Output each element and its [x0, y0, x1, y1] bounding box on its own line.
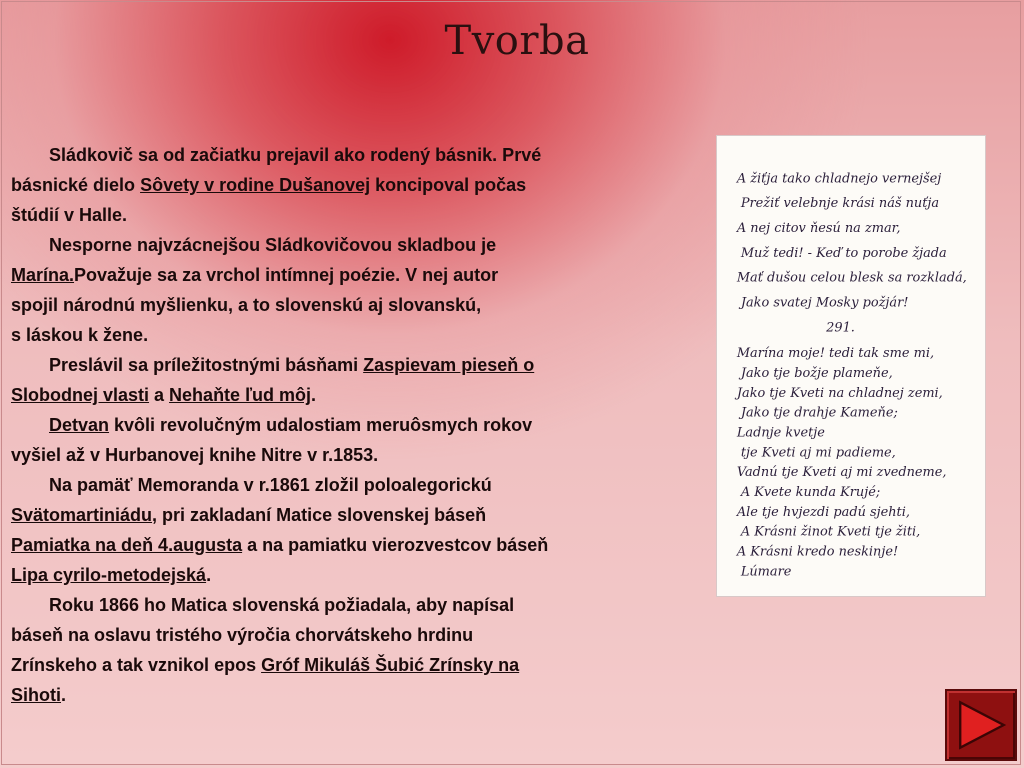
manuscript-line: Ladnje kvetje — [736, 425, 825, 441]
text: štúdií v Halle. — [11, 205, 128, 225]
text: . — [311, 385, 317, 405]
paragraph-6 — [11, 590, 701, 620]
text: s láskou k žene. — [11, 325, 149, 345]
link-zaspievam[interactable]: Zaspievam pieseň o — [363, 355, 535, 375]
link-nehante[interactable]: Nehaňte ľud môj — [169, 385, 311, 405]
text: . — [206, 565, 212, 585]
manuscript-line: Prežiť velebnje krási náš nuťja — [740, 196, 940, 212]
link-detvan[interactable]: Detvan — [49, 415, 110, 435]
manuscript-line: Marína moje! tedi tak sme mi, — [736, 346, 935, 362]
manuscript-page-number: 291. — [826, 320, 855, 336]
text: Na pamäť Memoranda v r.1861 zložil poloalegorickú — [49, 475, 492, 495]
manuscript-line: Jako tje božje plameňe, — [740, 365, 893, 381]
manuscript-line: A Krásni žinot Kveti tje žiti, — [740, 524, 921, 540]
manuscript-line: A Krásni kredo neskinje! — [736, 544, 899, 560]
text: a na pamiatku vierozvestcov báseň — [242, 535, 549, 555]
manuscript-svg — [717, 136, 985, 596]
link-zrinsky[interactable]: Gróf Mikuláš Šubić Zrínsky na — [261, 655, 520, 675]
text: koncipoval počas — [370, 175, 527, 195]
manuscript-bottom-stanza — [734, 346, 947, 579]
text: Roku 1866 ho Matica slovenská požiadala, aby napísal — [49, 595, 515, 615]
link-sovety[interactable]: Sôvety v rodine Dušanovej — [140, 175, 371, 195]
manuscript-line: Vadnú tje Kveti aj mi zvedneme, — [736, 465, 947, 481]
text: Sládkovič sa od začiatku prejavil ako rodený básnik. Prvé — [49, 145, 542, 165]
manuscript-line: tje Kveti aj mi padieme, — [740, 445, 896, 461]
manuscript-line: Jako svatej Mosky požjár! — [740, 295, 909, 311]
text: kvôli revolučným udalostiam meruôsmych rokov — [109, 415, 533, 435]
text: , pri zakladaní Matice slovenskej báseň — [152, 505, 487, 525]
paragraph-1 — [11, 140, 701, 170]
text: básnické dielo — [11, 175, 141, 195]
slide-title: Tvorba — [444, 18, 590, 64]
link-lipa[interactable]: Lipa cyrilo-metodejská — [11, 565, 207, 585]
paragraph-2 — [11, 230, 701, 260]
manuscript-line: Lúmare — [740, 564, 792, 580]
manuscript-line: A Kvete kunda Krujé; — [740, 485, 881, 501]
text: Považuje sa za vrchol intímnej poézie. V nej autor — [74, 265, 499, 285]
manuscript-line: Mať dušou celou blesk sa rozkladá, — [736, 270, 967, 286]
text: Nesporne najvzácnejšou Sládkovičovou skladbou je — [49, 235, 497, 255]
manuscript-line: A nej citov ňesú na zmar, — [736, 221, 901, 236]
link-zrinsky-cont[interactable]: Sihoti — [11, 685, 61, 705]
manuscript-line: Jako tje drahje Kameňe; — [740, 405, 898, 421]
paragraph-4 — [11, 410, 701, 440]
manuscript-line: Jako tje Kveti na chladnej zemi, — [736, 385, 943, 401]
link-svatomartiniada[interactable]: Svätomartiniádu — [11, 505, 153, 525]
link-zaspievam-cont[interactable]: Slobodnej vlasti — [11, 385, 150, 405]
text: spojil národnú myšlienku, a to slovenskú aj slovanskú, — [11, 295, 482, 315]
manuscript-image — [716, 135, 986, 597]
text: báseň na oslavu tristého výročia chorvátskeho hrdinu — [11, 625, 474, 645]
paragraph-3 — [11, 350, 701, 380]
play-triangle-icon — [947, 691, 1015, 759]
manuscript-line: Ale tje hvjezdi padú sjehti, — [736, 504, 910, 520]
link-pamiatka[interactable]: Pamiatka na deň 4.augusta — [11, 535, 243, 555]
paragraph-5 — [11, 470, 701, 500]
text: Preslávil sa príležitostnými básňami — [49, 355, 364, 375]
body-text — [11, 140, 701, 710]
text: vyšiel až v Hurbanovej knihe Nitre v r.1853. — [11, 445, 379, 465]
text: a — [149, 385, 170, 405]
text: . — [61, 685, 67, 705]
next-slide-button[interactable] — [945, 689, 1017, 761]
manuscript-line: A žiťja tako chladnejo vernejšej — [736, 171, 942, 187]
manuscript-top-stanza — [736, 171, 967, 310]
manuscript-line: Muž tedi! - Keď to porobe žjada — [740, 245, 947, 261]
text: Zrínskeho a tak vznikol epos — [11, 655, 262, 675]
link-marina[interactable]: Marína. — [11, 265, 75, 285]
